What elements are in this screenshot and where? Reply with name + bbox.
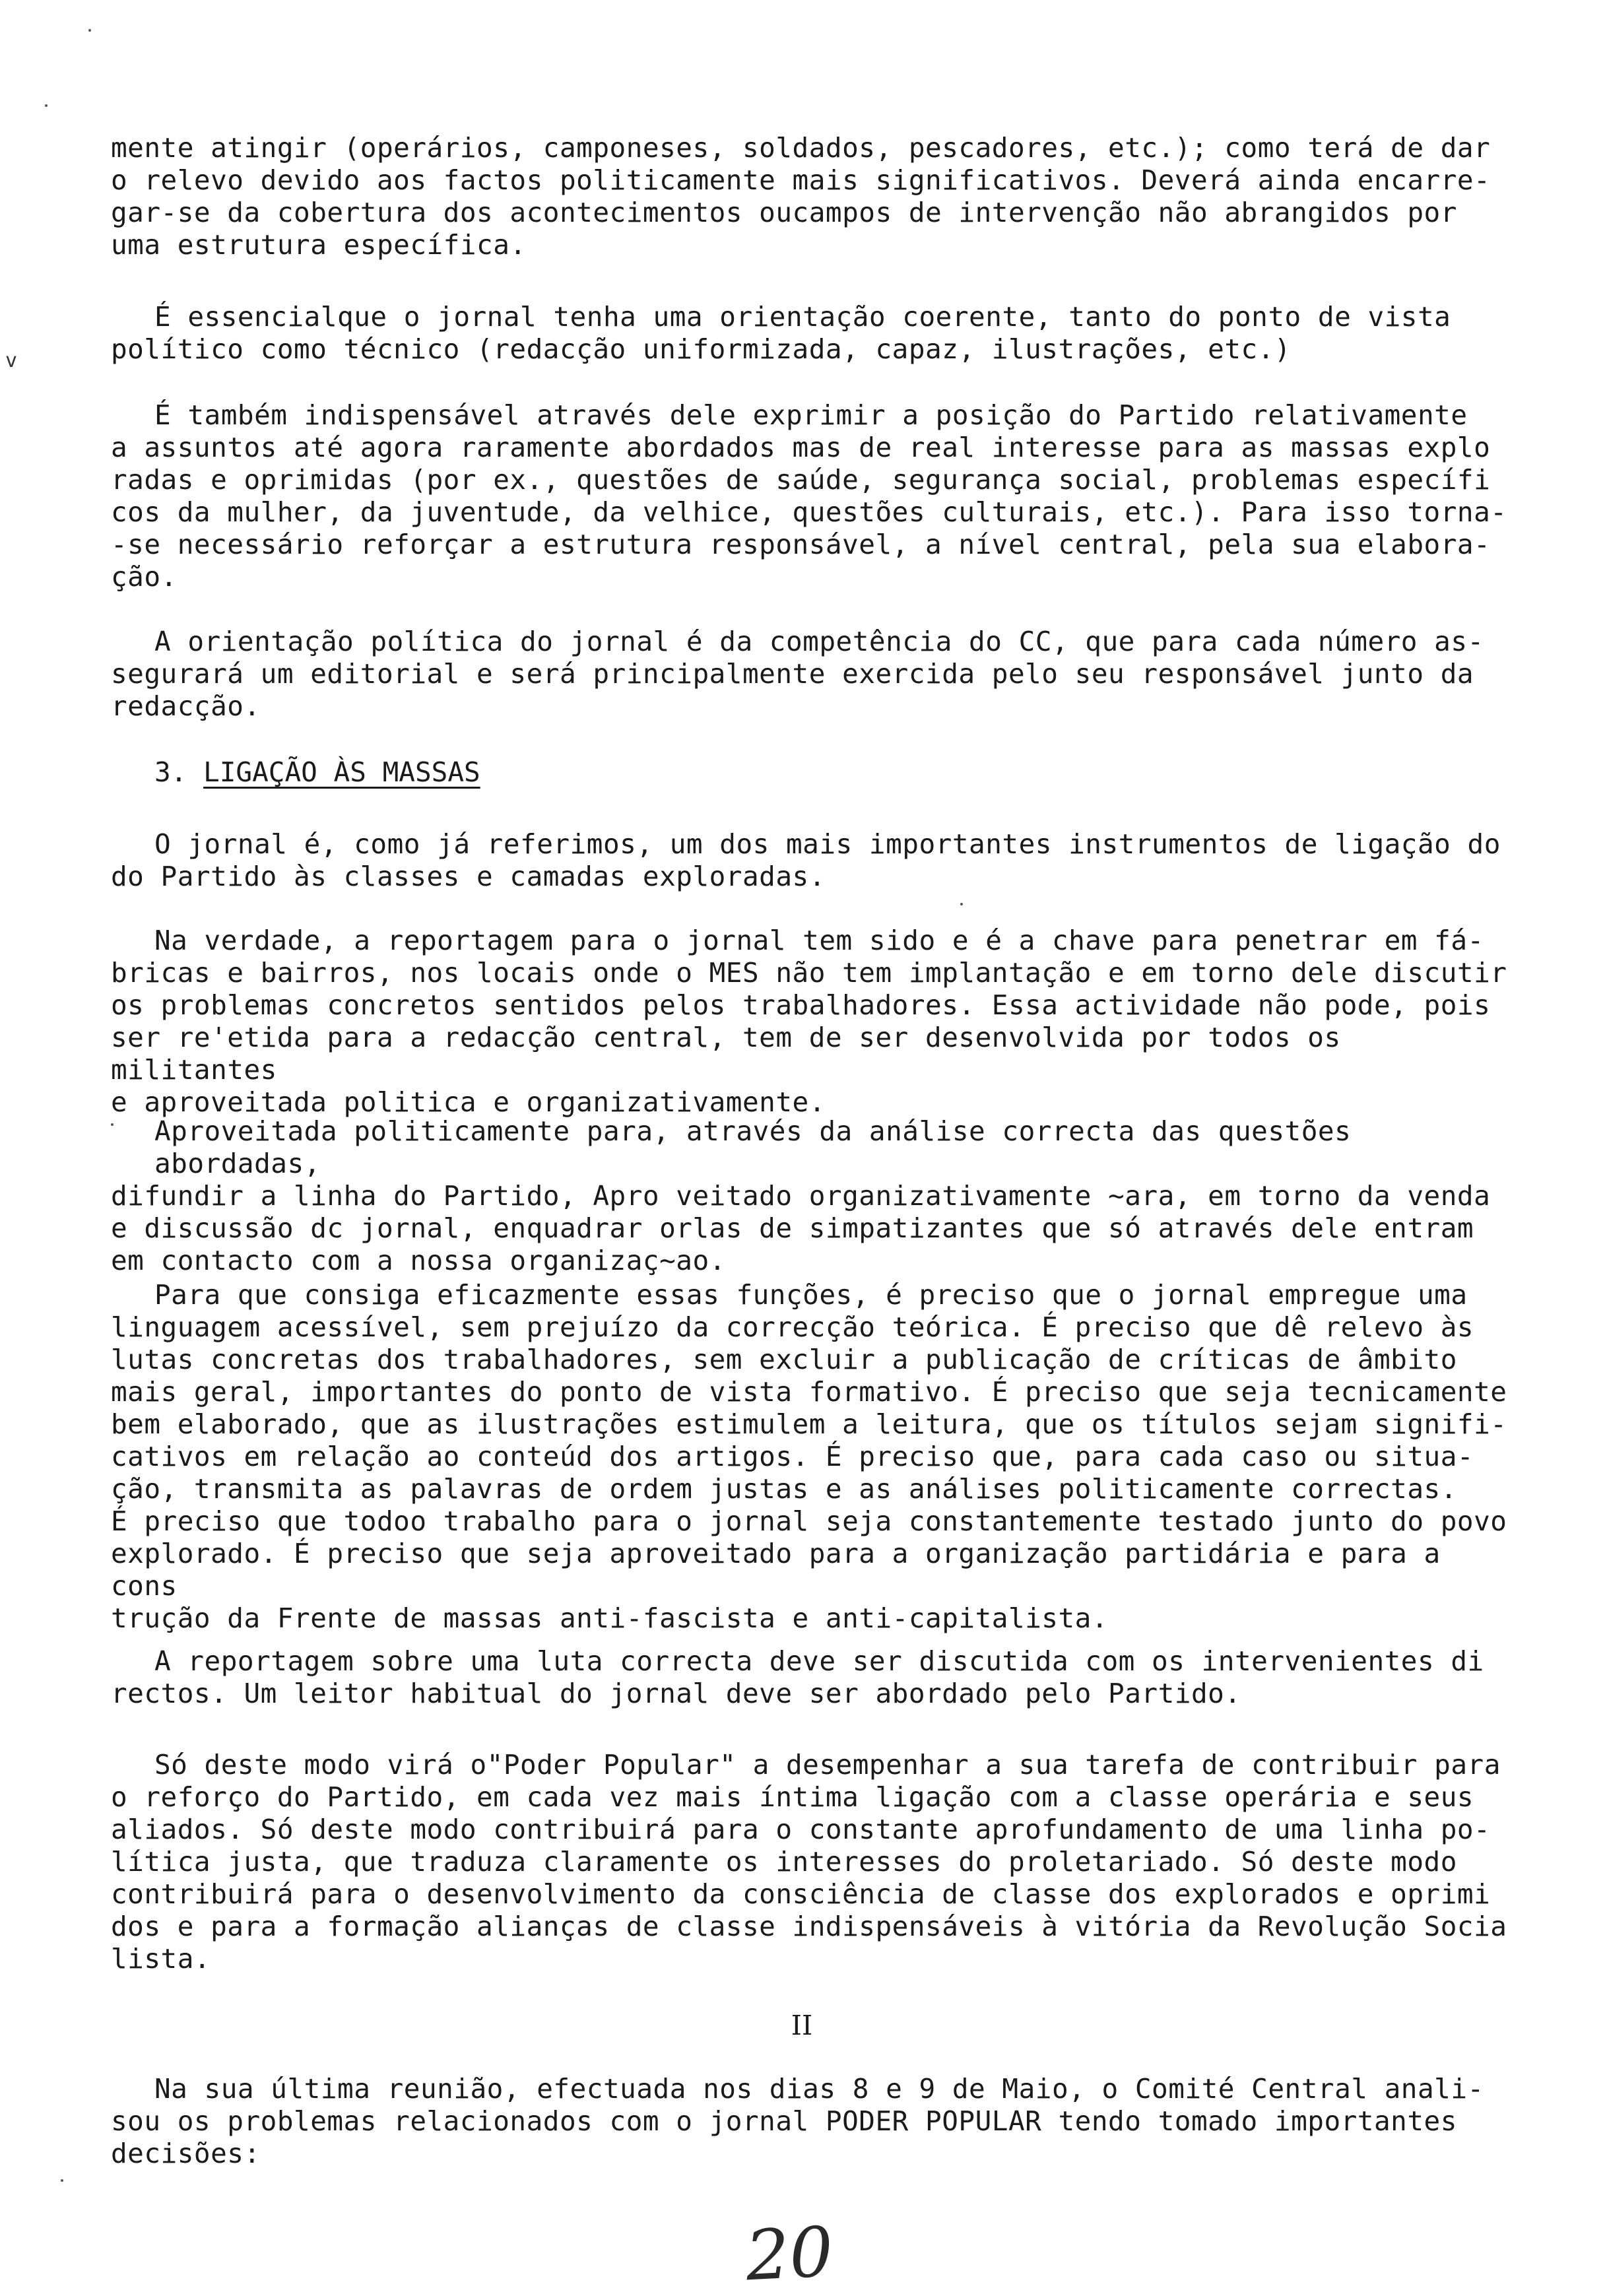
speck xyxy=(61,2179,63,2182)
text-line: mais geral, importantes do ponto de vista formativo. É preciso que seja tecnicamente xyxy=(111,1376,1507,1408)
text-line: dos e para a formação alianças de classe indispensáveis à vitória da Revolução Socia xyxy=(111,1911,1507,1942)
paragraph xyxy=(111,828,1523,893)
text-line: em contacto com a nossa organizaç~ao. xyxy=(111,1245,726,1276)
text-line: e discussão dc jornal, enquadrar orlas de simpatizantes que só através dele entram xyxy=(111,1212,1474,1244)
text-line: A orientação política do jornal é da competência do CC, que para cada número as- xyxy=(154,626,1484,657)
text-line: político como técnico (redacção uniformizada, capaz, ilustrações, etc.) xyxy=(111,333,1292,365)
text-line: cativos em relação ao conteúd dos artigos. É preciso que, para cada caso ou situa- xyxy=(111,1441,1474,1472)
section-title: LIGAÇÃO ÀS MASSAS xyxy=(203,756,480,788)
text-line: rectos. Um leitor habitual do jornal deve ser abordado pelo Partido. xyxy=(111,1678,1241,1709)
margin-mark: v xyxy=(5,349,18,372)
text-line: A reportagem sobre uma luta correcta deve ser discutida com os intervenientes di xyxy=(154,1645,1484,1677)
paragraph xyxy=(111,2073,1523,2170)
text-line: explorado. É preciso que seja aproveitado para a organização partidária e para a cons xyxy=(111,1538,1441,1602)
paragraph xyxy=(111,399,1523,593)
text-line: lista. xyxy=(111,1943,211,1975)
text-line: O jornal é, como já referimos, um dos mais importantes instrumentos de ligação do xyxy=(154,828,1501,860)
text-line: os problemas concretos sentidos pelos trabalhadores. Essa actividade não pode, pois xyxy=(111,989,1491,1021)
roman-heading: II xyxy=(791,2010,813,2041)
text-line: cos da mulher, da juventude, da velhice, questões culturais, etc.). Para isso torna- xyxy=(111,496,1507,528)
text-line: aliados. Só deste modo contribuirá para o constante aprofundamento de uma linha po- xyxy=(111,1814,1491,1845)
text-line: É preciso que todoo trabalho para o jornal seja constantemente testado junto do povo xyxy=(111,1505,1507,1537)
text-line: lutas concretas dos trabalhadores, sem excluir a publicação de críticas de âmbito xyxy=(111,1344,1457,1375)
text-line: Para que consiga eficazmente essas funções, é preciso que o jornal empregue uma xyxy=(154,1279,1468,1311)
paragraph xyxy=(111,626,1523,723)
paragraph: mente atingir (operários, camponeses, soldados, pescadores, etc.); como terá de dar o relevo devido aos factos politicamente mais significativos. Deverá ainda encarre- gar-se da cobertura dos acontecimentos oucampos de intervenção não abrangidos por uma estrutura específica. xyxy=(111,132,1491,261)
section-heading xyxy=(154,756,480,789)
text-line: ção, transmita as palavras de ordem justas e as análises politicamente correctas. xyxy=(111,1473,1457,1505)
text-line: do Partido às classes e camadas exploradas. xyxy=(111,861,826,892)
text-line: sou os problemas relacionados com o jornal PODER POPULAR tendo tomado importantes xyxy=(111,2105,1457,2137)
text-line: o reforço do Partido, em cada vez mais íntima ligação com a classe operária e seus xyxy=(111,1781,1474,1813)
text-line: e aproveitada politica e organizativamente. xyxy=(111,1086,826,1118)
text-line: decisões: xyxy=(111,2138,261,2169)
text-line: ser re'etida para a redacção central, tem de ser desenvolvida por todos os militantes xyxy=(111,1022,1341,1086)
page-number: 20 xyxy=(743,2211,835,2296)
text-line: É também indispensável através dele exprimir a posição do Partido relativamente xyxy=(154,399,1468,431)
text-line: difundir a linha do Partido, Apro veitado organizativamente ~ara, em torno da venda xyxy=(111,1180,1491,1212)
text-line: lítica justa, que traduza claramente os interesses do proletariado. Só deste modo xyxy=(111,1846,1457,1878)
text-line: Só deste modo virá o"Poder Popular" a desempenhar a sua tarefa de contribuir para xyxy=(154,1749,1501,1781)
paragraph xyxy=(111,301,1523,366)
speck xyxy=(960,903,963,905)
text-line: linguagem acessível, sem prejuízo da correcção teórica. É preciso que dê relevo às xyxy=(111,1311,1474,1343)
text-line: a assuntos até agora raramente abordados mas de real interesse para as massas explo xyxy=(111,432,1491,463)
speck xyxy=(88,29,91,32)
text-line: redacção. xyxy=(111,690,261,722)
paragraph xyxy=(111,925,1523,1119)
paragraph xyxy=(111,1749,1523,1975)
text-line: Aproveitada politicamente para, através da análise correcta das questões abordadas, xyxy=(154,1115,1352,1179)
text-line: -se necessário reforçar a estrutura responsável, a nível central, pela sua elabora- xyxy=(111,529,1491,560)
section-number: 3. xyxy=(154,756,187,788)
text-line: segurará um editorial e será principalmente exercida pelo seu responsável junto da xyxy=(111,658,1474,690)
text-line: Na verdade, a reportagem para o jornal tem sido e é a chave para penetrar em fá- xyxy=(154,925,1484,956)
text-line: trução da Frente de massas anti-fascista e anti-capitalista. xyxy=(111,1602,1109,1634)
text-line: bem elaborado, que as ilustrações estimulem a leitura, que os títulos sejam signifi- xyxy=(111,1408,1507,1440)
text-line: Na sua última reunião, efectuada nos dias 8 e 9 de Maio, o Comité Central anali- xyxy=(154,2073,1484,2105)
text-line: contribuirá para o desenvolvimento da consciência de classe dos explorados e oprimi xyxy=(111,1878,1491,1910)
paragraph xyxy=(111,1645,1523,1710)
speck xyxy=(45,104,48,107)
text-line: bricas e bairros, nos locais onde o MES não tem implantação e em torno dele discutir xyxy=(111,957,1507,989)
paragraph xyxy=(111,1279,1523,1635)
text-line: É essencialque o jornal tenha uma orientação coerente, tanto do ponto de vista xyxy=(154,301,1451,333)
paragraph xyxy=(111,1115,1523,1277)
text-line: ção. xyxy=(111,561,178,593)
text-line: radas e oprimidas (por ex., questões de saúde, segurança social, problemas específi xyxy=(111,464,1491,496)
